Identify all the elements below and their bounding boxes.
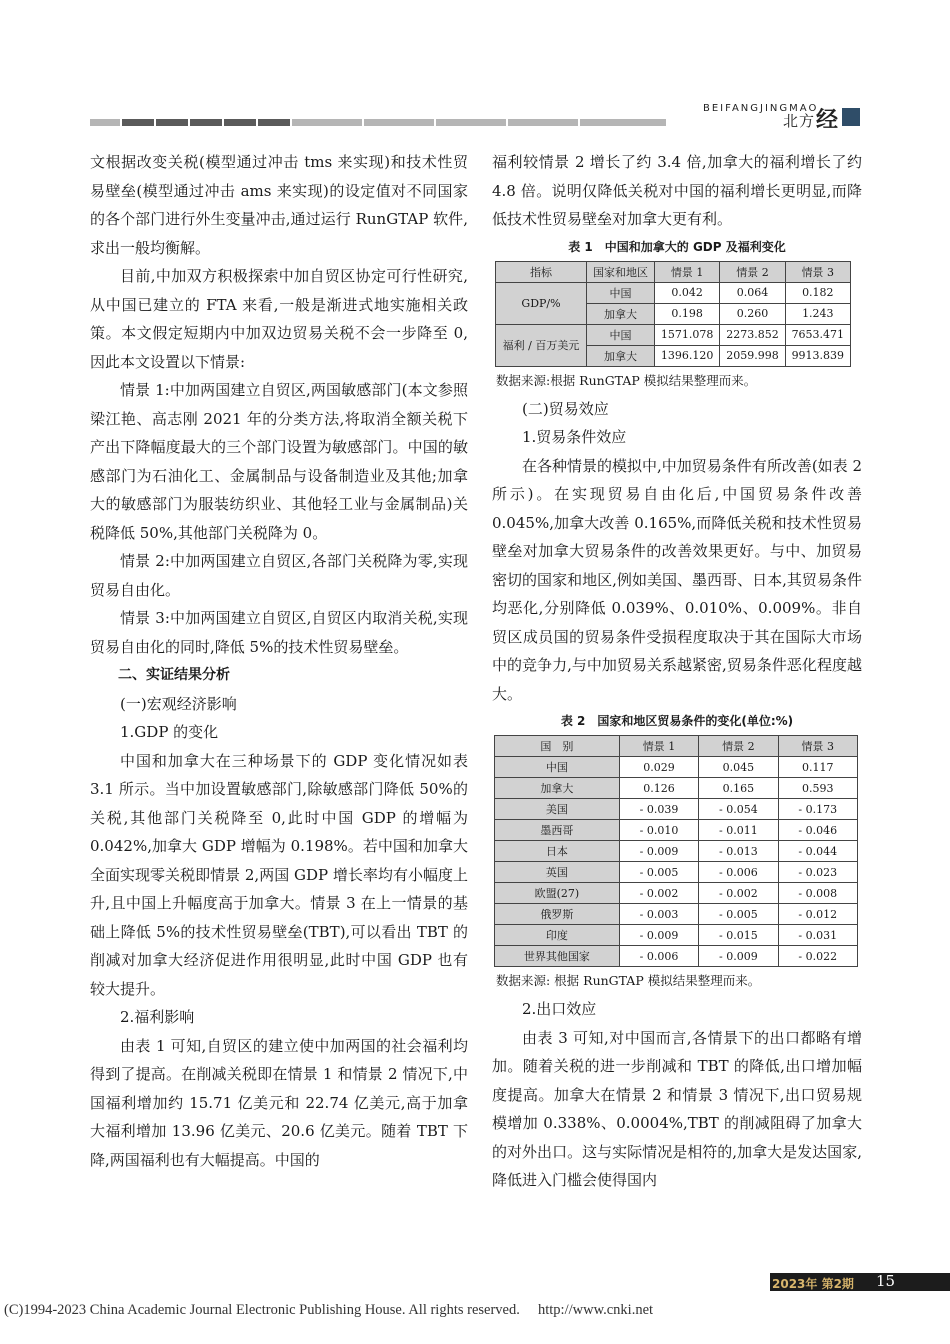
header-bar-segment <box>508 119 578 126</box>
table-cell: 0.182 <box>785 282 850 303</box>
table-header-cell: 指标 <box>496 261 587 282</box>
journal-logo-square <box>842 108 860 126</box>
table-cell: - 0.013 <box>699 841 778 862</box>
table-cell: - 0.015 <box>699 925 778 946</box>
subsubsection-heading: 1.GDP 的变化 <box>120 723 219 741</box>
table-cell: 0.260 <box>720 303 785 324</box>
table-cell: - 0.002 <box>699 883 778 904</box>
table-cell: 0.064 <box>720 282 785 303</box>
table-cell: 中国 <box>587 282 655 303</box>
section-heading: 二、实证结果分析 <box>118 667 230 683</box>
right-text-column <box>492 148 862 1195</box>
paragraph-scenario-1: 情景 1:中加两国建立自贸区,两国敏感部门(本文参照梁江艳、高志刚 2021 年的分类方法,将取消全额关税下产出下降幅度最大的三个部门设置为敏感部门。中国的敏感部门为石油化工、金属制品与设备制造业及其他;加拿大的敏感部门为服装纺织业、其他轻工业与金属制品)关税降低 50%,其他部门关税降为 0。 <box>90 381 468 542</box>
table-row <box>496 282 851 303</box>
table-cell: 0.165 <box>699 778 778 799</box>
table-row <box>496 324 851 345</box>
header-bar-segment <box>190 119 222 126</box>
header-bar-segment <box>258 119 290 126</box>
subsubsection-heading: 2.出口效应 <box>522 1000 597 1018</box>
table-row <box>495 904 858 925</box>
table-2-caption: 表 2 国家和地区贸易条件的变化(单位:%) <box>560 714 794 728</box>
table-cell: - 0.003 <box>619 904 698 925</box>
table-cell: - 0.022 <box>778 946 857 967</box>
table-cell: - 0.010 <box>619 820 698 841</box>
table-row <box>495 799 858 820</box>
header-decorative-bars <box>90 119 666 126</box>
table-cell: - 0.009 <box>699 946 778 967</box>
table-row <box>495 946 858 967</box>
table-cell: - 0.005 <box>619 862 698 883</box>
table-2-terms-of-trade <box>494 735 858 967</box>
header-bar-segment <box>122 119 154 126</box>
table-cell: 0.126 <box>619 778 698 799</box>
table-header-row <box>495 736 858 757</box>
subsubsection-heading: 2.福利影响 <box>120 1008 195 1026</box>
table-cell: - 0.009 <box>619 841 698 862</box>
table-row <box>495 862 858 883</box>
table-header-cell: 国 别 <box>495 736 620 757</box>
table-cell: 日本 <box>495 841 620 862</box>
table-header-row <box>496 261 851 282</box>
table-header-cell: 国家和地区 <box>587 261 655 282</box>
table-cell: 1396.120 <box>655 345 720 366</box>
table-row <box>495 925 858 946</box>
table-cell: 中国 <box>495 757 620 778</box>
table-cell: - 0.054 <box>699 799 778 820</box>
table-cell: 0.593 <box>778 778 857 799</box>
copyright-line: (C)1994-2023 China Academic Journal Electronic Publishing House. All rights reserved. http://www.cnki.net <box>4 1302 654 1318</box>
table-cell: 墨西哥 <box>495 820 620 841</box>
table-1-source: 数据来源:根据 RunGTAP 模拟结果整理而来。 <box>496 372 757 388</box>
table-cell: 2059.998 <box>720 345 785 366</box>
table-row <box>495 757 858 778</box>
table-1-gdp-welfare <box>495 261 851 367</box>
page-number: 15 <box>876 1272 896 1290</box>
header-bar-segment <box>580 119 666 126</box>
subsection-heading: (二)贸易效应 <box>522 399 609 418</box>
paragraph: 中国和加拿大在三种场景下的 GDP 变化情况如表 3.1 所示。当中加设置敏感部门,除敏感部门降低 50%的关税,其他部门关税降至 0,此时中国 GDP 的增幅为 0.042%,加拿大 GDP 增幅为 0.198%。若中国和加拿大全面实现零关税即情景 2,两国 GDP 增长率均有小幅度上升,且中国上升幅度高于加拿大。情景 3 在上一情景的基础上降低 5%的技术性贸易壁垒(TBT),可以看出 TBT 的削减对加拿大经济促进作用很明显,此时中国 GDP 也有较大提升。 <box>90 751 468 998</box>
paragraph-scenario-3: 情景 3:中加两国建立自贸区,自贸区内取消关税,实现贸易自由化的同时,降低 5%的技术性贸易壁垒。 <box>90 609 468 656</box>
table-cell: 欧盟(27) <box>495 883 620 904</box>
table-cell: - 0.011 <box>699 820 778 841</box>
table-cell: 英国 <box>495 862 620 883</box>
paragraph-scenario-2: 情景 2:中加两国建立自贸区,各部门关税降为零,实现贸易自由化。 <box>90 552 468 599</box>
table-cell: 2273.852 <box>720 324 785 345</box>
issue-label: 2023年 第2期 <box>772 1277 854 1291</box>
table-cell: - 0.039 <box>619 799 698 820</box>
table-header-cell: 情景 1 <box>655 261 720 282</box>
table-cell: 加拿大 <box>495 778 620 799</box>
table-cell: - 0.009 <box>619 925 698 946</box>
table-cell: 俄罗斯 <box>495 904 620 925</box>
table-cell: - 0.044 <box>778 841 857 862</box>
table-cell: 1571.078 <box>655 324 720 345</box>
table-cell: 9913.839 <box>785 345 850 366</box>
table-2-source: 数据来源: 根据 RunGTAP 模拟结果整理而来。 <box>496 973 761 988</box>
paragraph: 由表 3 可知,对中国而言,各情景下的出口都略有增加。随着关税的进一步削减和 TBT 的降低,出口增加幅度提高。加拿大在情景 2 和情景 3 情况下,出口贸易规模增加 0.338%、0.0004%,TBT 的削减阻碍了加拿大的对外出口。这与实际情况是相符的,加拿大是发达国家,降低进入门槛会使得国内 <box>492 1028 862 1189</box>
table-row <box>495 820 858 841</box>
table-cell: - 0.006 <box>699 862 778 883</box>
paragraph: 福利较情景 2 增长了约 3.4 倍,加拿大的福利增长了约 4.8 倍。说明仅降低关税对中国的福利增长更明显,而降低技术性贸易壁垒对加拿大更有利。 <box>492 153 862 228</box>
header-bar-segment <box>156 119 188 126</box>
journal-brand-pinyin: BEIFANGJINGMAO <box>703 103 819 114</box>
table-cell: 印度 <box>495 925 620 946</box>
table-cell: - 0.005 <box>699 904 778 925</box>
table-cell: 0.045 <box>699 757 778 778</box>
table-cell: 0.198 <box>655 303 720 324</box>
paragraph: 在各种情景的模拟中,中加贸易条件有所改善(如表 2 所示)。在实现贸易自由化后,中国贸易条件改善 0.045%,加拿大改善 0.165%,而降低关税和技术性贸易壁垒对加拿大贸易条件的改善效果更好。与中、加贸易密切的国家和地区,例如美国、墨西哥、日本,其贸易条件均恶化,分别降低 0.039%、0.010%、0.009%。非自贸区成员国的贸易条件受损程度取决于其在国际大市场中的竞争力,与中加贸易关系越紧密,贸易条件恶化程度越大。 <box>492 456 862 703</box>
journal-brand-chinese-large: 经 <box>816 108 839 133</box>
table-cell: - 0.002 <box>619 883 698 904</box>
header-bar-segment <box>90 119 120 126</box>
table-cell: - 0.012 <box>778 904 857 925</box>
table-cell: 加拿大 <box>587 303 655 324</box>
table-header-cell: 情景 3 <box>778 736 857 757</box>
paragraph: 目前,中加双方积极探索中加自贸区协定可行性研究,从中国已建立的 FTA 来看,一般是渐进式地实施相关政策。本文假定短期内中加双边贸易关税不会一步降至 0,因此本文设置以下情景: <box>90 267 468 371</box>
table-cell: - 0.031 <box>778 925 857 946</box>
table-1-caption: 表 1 中国和加拿大的 GDP 及福利变化 <box>568 239 786 254</box>
table-cell: 美国 <box>495 799 620 820</box>
table-cell: 0.042 <box>655 282 720 303</box>
journal-brand-chinese: 北方 <box>783 112 816 130</box>
header-bar-segment <box>436 119 506 126</box>
table-row <box>495 883 858 904</box>
table-cell: 中国 <box>587 324 655 345</box>
table-group-label: GDP/% <box>496 282 587 324</box>
table-group-label: 福利 / 百万美元 <box>496 324 587 366</box>
table-cell: 加拿大 <box>587 345 655 366</box>
table-cell: 7653.471 <box>785 324 850 345</box>
table-cell: 世界其他国家 <box>495 946 620 967</box>
table-header-cell: 情景 3 <box>785 261 850 282</box>
header-bar-segment <box>224 119 256 126</box>
table-cell: 0.029 <box>619 757 698 778</box>
table-header-cell: 情景 2 <box>720 261 785 282</box>
table-cell: - 0.008 <box>778 883 857 904</box>
subsubsection-heading: 1.贸易条件效应 <box>522 428 627 446</box>
table-cell: 0.117 <box>778 757 857 778</box>
table-cell: - 0.023 <box>778 862 857 883</box>
table-row <box>495 841 858 862</box>
table-cell: - 0.046 <box>778 820 857 841</box>
table-header-cell: 情景 2 <box>699 736 778 757</box>
table-row <box>495 778 858 799</box>
table-cell: - 0.006 <box>619 946 698 967</box>
table-cell: 1.243 <box>785 303 850 324</box>
paragraph: 由表 1 可知,自贸区的建立使中加两国的社会福利均得到了提高。在削减关税即在情景 1 和情景 2 情况下,中国福利增加约 15.71 亿美元和 22.74 亿美元,高于加拿大福利增加 13.96 亿美元、20.6 亿美元。随着 TBT 下降,两国福利也有大幅提高。中国的 <box>90 1036 468 1169</box>
left-text-column <box>90 148 468 1174</box>
header-bar-segment <box>292 119 362 126</box>
header-bar-segment <box>364 119 434 126</box>
paragraph: 文根据改变关税(模型通过冲击 tms 来实现)和技术性贸易壁垒(模型通过冲击 ams 来实现)的设定值对不同国家的各个部门进行外生变量冲击,通过运行 RunGTAP 软件,求出一般均衡解。 <box>90 153 468 257</box>
table-header-cell: 情景 1 <box>619 736 698 757</box>
table-cell: - 0.173 <box>778 799 857 820</box>
subsection-heading: (一)宏观经济影响 <box>120 694 237 713</box>
